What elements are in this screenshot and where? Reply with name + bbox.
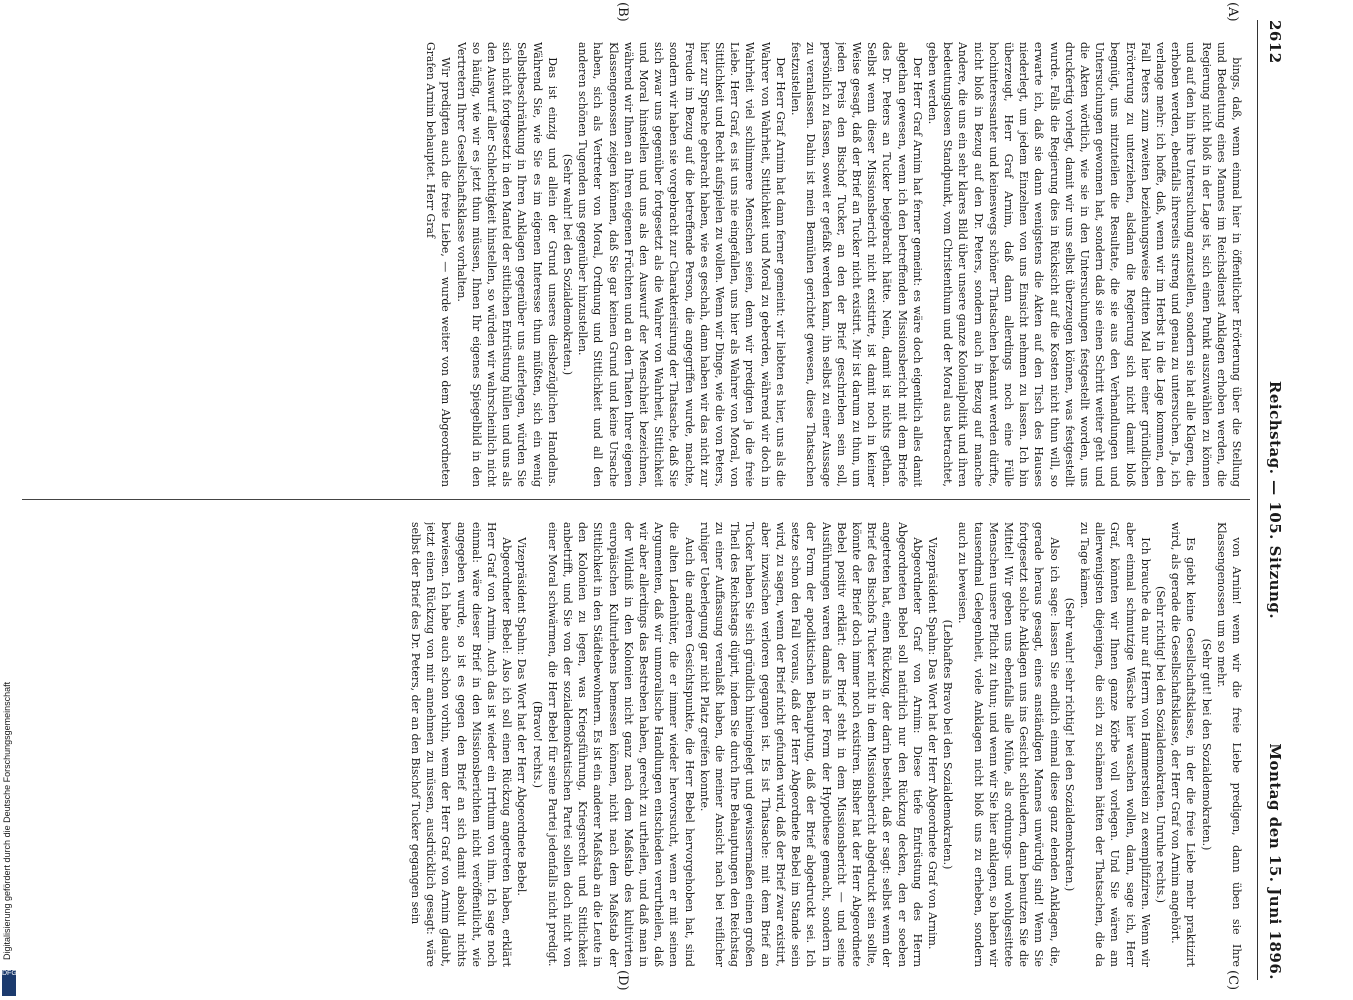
session-date: Montag den 15. Juni 1896.: [1266, 743, 1284, 980]
page-number: 2612: [1266, 20, 1284, 64]
paragraph: Also ich sage: lassen Sie endlich einmal diese ganz elenden Anklagen, die, gerade heraus gesagt, eines anständigen Mannes unwürdig sind! Wenn Sie fortgesetzt solche Anklagen uns ins Gesicht schleudern, dann benutzen Sie die Mittel! Wir geben uns ebenfalls alle Mühe, als ordnungs- und wohlgesittete Menschen unsere Pflicht zu thun; und wenn wir Sie hier anklagen, so haben wir tausendmal Gelegenheit, viele Anklagen nicht bloß uns zu erheben, sondern auch zu beweisen.: [956, 522, 1061, 967]
paragraph: Ich brauche da nur auf Herrn von Hammerstein zu exemplifiziren. Wenn wir aber einmal schmutzige Wäsche hier waschen wollen, dann, sage ich, Herr Graf, könnten wir Ihnen ganze Körbe voll vorlegen. Und Sie wären am allerwenigsten diejenigen, die sich zu schämen hätten der Thatsachen, die da zu Tage kämen.: [1077, 522, 1152, 967]
margin-letter-c: (C): [1225, 970, 1240, 991]
margin-letter-b: (B): [615, 2, 630, 22]
right-column: [22, 522, 1244, 967]
digitization-credit: Digitalisierung gefördert durch die Deutsche Forschungsgemeinschaft: [2, 681, 12, 960]
paragraph: Es giebt keine Gesellschaftsklasse, in der die freie Liebe mehr praktizirt wird, als gerade die Gesellschaftsklasse, der Herr Graf von Arnim angehört.: [1169, 522, 1198, 967]
interjection: (Sehr gut! bei den Sozialdemokraten.): [1199, 638, 1213, 851]
interjection: (Bravo! rechts.): [530, 701, 544, 788]
speaker-paragraph: Abgeordneter Graf von Arnim: Diese tiefe Entrüstung des Herrn Abgeordneten Bebel soll natürlich nur den Rückzug decken, den er soeben angetreten hat, einen Rückzug, der darin besteht, daß er sagt: selbst wenn der Brief des Bischofs Tucker nicht in dem Missionsbericht abgedruckt sein sollte, könnte der Brief doch immer noch existiren. Bisher hat der Herr Abgeordnete Bebel positiv erklärt: der Brief steht in dem Missionsbericht — und seine Ausführungen waren damals in der Form der Hypothese gemacht, sondern in der Form der apodiktischen Behauptung, daß der Brief abgedruckt sei. Ich setze schon den Fall voraus, daß der Herr Abgeordnete Bebel im Stande sein wird, zu sagen, wenn der Brief nicht gefunden wird, daß der Brief zwar existirt, aber inzwischen verloren gegangen ist. Es ist Thatsache: mit dem Brief an Tucker haben Sie sich gründlich hineingelegt und gewissermaßen einen großen Theil des Reichstags düpirt, indem Sie durch Ihre Behauptungen den Reichstag zu einer Auffassung veranlaßt haben, die meiner Ansicht nach bei reiflicher ruhiger Ueberlegung gar nicht Platz greifen konnte.: [697, 522, 924, 967]
left-column: [22, 42, 1244, 487]
speaker-paragraph: Vizepräsident Spahn: Das Wort hat der Herr Abgeordnete Graf von Arnim.: [925, 537, 939, 950]
margin-letter-a: (A): [1225, 2, 1240, 22]
session-title: Reichstag. — 105. Sitzung.: [1266, 380, 1284, 620]
paragraph: Der Herr Graf Arnim hat dann ferner gemeint: wir liebten es hier, uns als die Wahrer von Wahrheit, Sittlichkeit und Moral zu geberden, während wir doch in Wahrheit viel schlimmere Menschen seien, denn wir predigten ja die freie Liebe. Herr Graf, es ist uns nie eingefallen, uns hier als Wahrer von Moral, von Sittlichkeit und Recht aufspielen zu wollen. Wenn wir Dinge, wie die von Peters, hier zur Sprache gebracht haben, wie es geschah, dann haben wir das nicht zur Freude im Bezug auf die betreffende Person, die angegriffen wurde, machte, sondern wir haben sie vorgebracht zur Charakterisirung der Thatsache, daß Sie sich zwar uns gegenüber fortgesetzt als die Wahrer von Wahrheit, Sittlichkeit und Moral hinstellen und uns als den Auswurf der Menschheit bezeichnen, während wir Ihnen an Ihren eigenen Früchten und an den Thaten Ihrer eigenen Klassengenossen zeigen können, daß Sie gar keinen Grund und keine Ursache haben, sich als Vertreter von Moral, Ordnung und Sittlichkeit und all den anderen schönen Tugenden uns gegenüber hinzustellen.: [576, 42, 787, 487]
speaker-paragraph: Vizepräsident Spahn: Das Wort hat der Herr Abgeordnete Bebel.: [515, 537, 529, 896]
paragraph: Wir predigten auch die freie Liebe, — wurde weiter von dem Abgeordneten Grafen Arnim behauptet. Herr Graf: [424, 42, 453, 487]
paragraph: von Arnim! wenn wir die freie Liebe predigen, dann üben sie Ihre Klassengenossen um so mehr.: [1214, 522, 1243, 967]
interjection: (Lebhaftes Bravo bei den Sozialdemokraten.): [941, 619, 955, 870]
margin-letter-d: (D): [615, 970, 630, 991]
interjection: (Sehr wahr! bei den Sozialdemokraten.): [561, 153, 575, 376]
header-rule: [1257, 20, 1258, 980]
speaker-paragraph: Abgeordneter Bebel: Also ich soll einen Rückzug angetreten haben, erklärt Herr Graf von Arnim. Auch das ist wieder ein Irrthum von ihm. Ich sage noch einmal: wäre dieser Brief in den Missionsberichten nicht veröffentlicht, wie angegeben wurde, so ist es gegen den Brief an sich damit absolut nichts bewiesen. Ich habe auch schon vorhin, wenn der Herr Graf von Arnim glaubt, jetzt einen Rückzug von mir annehmen zu müssen, ausdrücklich gesagt: wäre selbst der Brief des Dr. Peters, der an den Bischof Tucker gegangen sein: [409, 522, 514, 967]
page-header: [1256, 20, 1290, 980]
interjection: (Sehr richtig! bei den Sozialdemokraten. Unruhe rechts.): [1153, 586, 1167, 903]
paragraph: Das ist einzig und allein der Grund unseres diesbezüglichen Handelns. Während Sie, wie Sie es im eigenen Interesse thun müßten, sich ein wenig Selbstbeschränkung in Ihren Anklagen gegenüber uns auferlegen, würden Sie sich nicht fortgesetzt in den Mantel der sittlichen Entrüstung hüllen und uns als den Auswurf aller Schlechtigkeit hinstellen, so würden wir wahrscheinlich nicht so häufig, wie wir es jetzt thun müssen, Ihnen Ihr eigenes Spiegelbild in den Vertretern Ihrer Gesellschaftsklasse vorhalten.: [454, 42, 559, 487]
rotated-newspaper-page: [22, 2, 1290, 991]
paragraph: bings, daß, wenn einmal hier in öffentlicher Erörterung über die Stellung und Bedeutung eines Mannes im Reichsdienst Anklagen erhoben werden, die Regierung nicht bloß in der Lage ist, sich einen Punkt auszuwählen zu können und auf den hin ihre Untersuchung anzustellen, sondern sie hat alle Klagen, die erhoben werden, ebenfalls ihrerseits streng und genau zu untersuchen. Ja, ich verlange mehr: ich hoffe, daß, wenn wir im Herbst in die Lage kommen, den Fall Peters zum zweiten beziehungsweise dritten Mal hier einer gründlichen Erörterung zu unterziehen, alsdann die Regierung sich nicht damit bloß begnügt, uns mitzuteilen die Resultate, die sie aus den Verhandlungen und Untersuchungen gewonnen hat, sondern daß sie einen Schritt weiter geht und die Akten wörtlich, wie sie in den Untersuchungen festgestellt worden, uns druckfertig vorlegt, damit wir uns selbst überzeugen können, was festgestellt wurde. Falls die Regierung dies in Rücksicht auf die Kosten nicht thun will, so erwarte ich, daß sie dann wenigstens die Akten auf den Tisch des Hauses niederlegt, um jedem Einzelnen von uns Einsicht nehmen zu lassen. Ich bin überzeugt, Herr Graf Arnim, daß dann allerdings noch eine Fülle hochinteressanter und keineswegs schöner Thatsachen bekannt werden dürfte, nicht bloß in Bezug auf den Dr. Peters, sondern auch in Bezug auf manche Andere, die uns ein sehr klares Bild über unsere ganze Kolonialpolitik und ihren bedeutungslosen Standpunkt, vom Christenthum und der Moral aus betrachtet, geben werden.: [925, 42, 1243, 487]
paragraph: Auch die anderen Gesichtspunkte, die Herr Bebel hervorgehoben hat, sind die alten Ladenhüter, die er immer wieder hervorsucht, wenn er mit seinen Argumenten, daß wir unmoralische Handlungen entschieden verurtheilen, daß wir aber allerdings das Bestreben haben, gerecht zu urtheilen, und daß man in der Wildniß in den Kolonien nicht ganz nach dem Maßstab des kultivirten europäischen Kulturlebens bemessen können, nicht nach dem Maßstab der Sittlichkeit in den Städtebewohnern. Es ist ein anderer Maßstab an die Leute in den Kolonien zu legen, was Kriegsführung, Kriegsrecht und Sittlichkeit anbetrifft, und Sie von der sozialdemokratischen Partei sollen doch nicht von einer Moral schwärmen, die Herr Bebel für seine Partei jedenfalls nicht predigt.: [545, 522, 696, 967]
paragraph: Der Herr Graf Arnim hat ferner gemeint: es wäre doch eigentlich alles damit abgethan gewesen, wenn ich den betreffenden Missionsbericht mit dem Briefe des Dr. Peters an Tucker beigebracht hätte. Nein, damit ist nichts gethan. Selbst wenn dieser Missionsbericht nicht existirte, ist damit noch in keiner Weise gesagt, daß der Brief an Tucker nicht existirt. Mir ist darum zu thun, um jeden Preis den Bischof Tucker, an den der Brief geschrieben sein soll, persönlich zu fassen, soweit er gefaßt werden kann, ihn selbst zu einer Aussage zu veranlassen. Dahin ist mein Bemühen gerichtet gewesen, diese Thatsachen festzustellen.: [789, 42, 924, 487]
interjection: (Sehr wahr! sehr richtig! bei den Sozialdemokraten.): [1062, 597, 1076, 892]
column-divider: [22, 499, 1250, 500]
dfg-logo: DFG: [2, 970, 16, 996]
